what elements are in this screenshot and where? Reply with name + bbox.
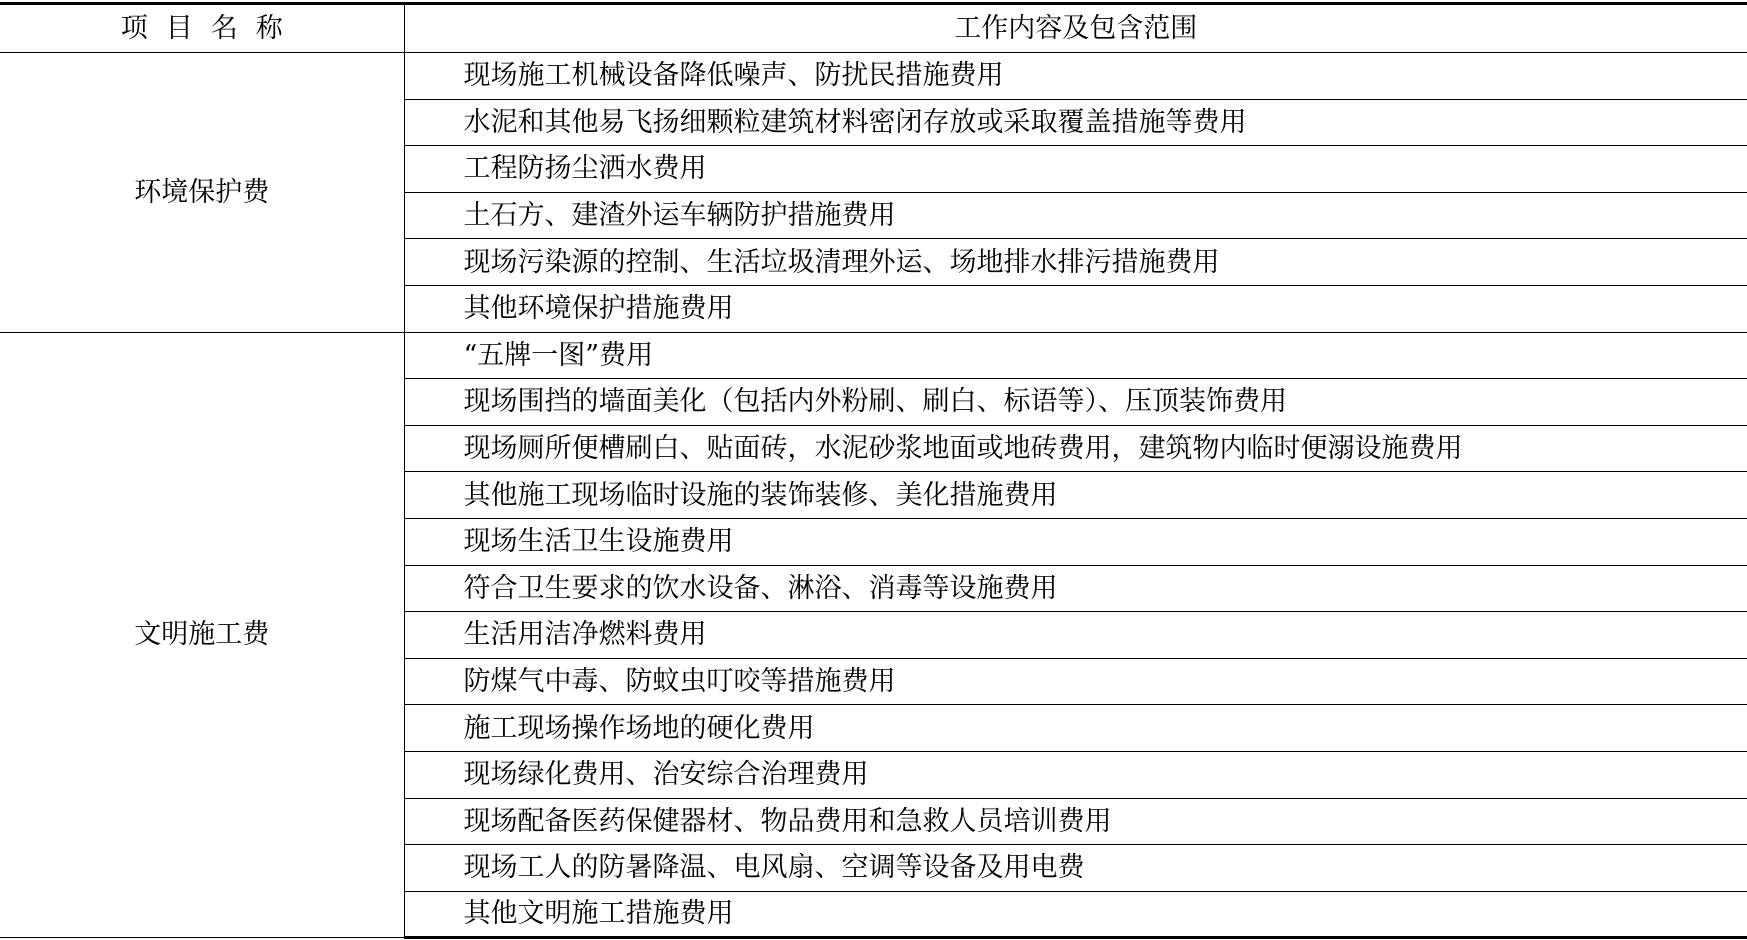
- scope-item: 符合卫生要求的饮水设备、淋浴、消毒等设施费用: [404, 565, 1747, 612]
- scope-item: 土石方、建渣外运车辆防护措施费用: [404, 192, 1747, 239]
- category-civilized-construction: 文明施工费: [0, 332, 404, 938]
- table-row: [0, 53, 1747, 100]
- scope-item: 防煤气中毒、防蚊虫叮咬等措施费用: [404, 658, 1747, 705]
- header-item-name: 项目名称: [0, 4, 404, 53]
- scope-item: 现场绿化费用、治安综合治理费用: [404, 751, 1747, 798]
- table-body: [0, 53, 1747, 938]
- scope-item: 现场污染源的控制、生活垃圾清理外运、场地排水排污措施费用: [404, 239, 1747, 286]
- header-work-scope: 工作内容及包含范围: [404, 4, 1747, 53]
- scope-item: 工程防扬尘洒水费用: [404, 146, 1747, 193]
- scope-item: 现场生活卫生设施费用: [404, 518, 1747, 565]
- scope-item: 现场围挡的墙面美化（包括内外粉刷、刷白、标语等）、压顶装饰费用: [404, 379, 1747, 426]
- scope-item: 其他环境保护措施费用: [404, 285, 1747, 332]
- scope-item: 现场厕所便槽刷白、贴面砖，水泥砂浆地面或地砖费用，建筑物内临时便溺设施费用: [404, 425, 1747, 472]
- category-environmental-protection: 环境保护费: [0, 53, 404, 333]
- scope-item: 现场工人的防暑降温、电风扇、空调等设备及用电费: [404, 845, 1747, 892]
- scope-item: 水泥和其他易飞扬细颗粒建筑材料密闭存放或采取覆盖措施等费用: [404, 99, 1747, 146]
- scope-item: 生活用洁净燃料费用: [404, 612, 1747, 659]
- scope-item: 施工现场操作场地的硬化费用: [404, 705, 1747, 752]
- scope-item: “五牌一图”费用: [404, 332, 1747, 379]
- scope-item: 现场施工机械设备降低噪声、防扰民措施费用: [404, 53, 1747, 100]
- scope-item: 现场配备医药保健器材、物品费用和急救人员培训费用: [404, 798, 1747, 845]
- table-row: [0, 332, 1747, 379]
- table-header: [0, 4, 1747, 53]
- cost-scope-table: [0, 2, 1747, 939]
- scope-item: 其他文明施工措施费用: [404, 891, 1747, 938]
- header-row: [0, 4, 1747, 53]
- scope-item: 其他施工现场临时设施的装饰装修、美化措施费用: [404, 472, 1747, 519]
